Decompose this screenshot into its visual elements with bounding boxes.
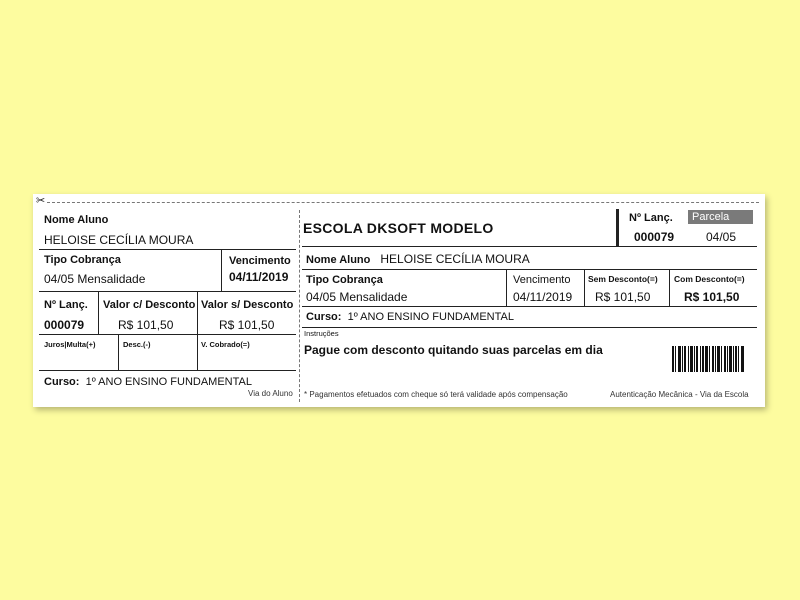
main-lanc-value: 000079 — [634, 230, 675, 244]
school-name: ESCOLA DKSOFT MODELO — [303, 220, 494, 236]
main-tipo-label: Tipo Cobrança — [306, 274, 383, 286]
stub-curso-value: 1º ANO ENSINO FUNDAMENTAL — [85, 376, 252, 388]
sem-desconto-label: Sem Desconto(=) — [588, 274, 658, 284]
stub-vcobrado-label: V. Cobrado(=) — [201, 340, 250, 349]
footer-auth: Autenticação Mecânica - Via da Escola — [610, 390, 749, 399]
main-nome-label: Nome Aluno — [306, 254, 371, 266]
com-desconto-value: R$ 101,50 — [684, 290, 740, 304]
stub-vencimento-label: Vencimento — [229, 255, 291, 267]
stub-lanc-label: Nº Lanç. — [44, 299, 88, 311]
stub-tipo-label: Tipo Cobrança — [44, 254, 121, 266]
instrucoes-text: Pague com desconto quitando suas parcelas em dia — [304, 343, 603, 357]
instrucoes-label: Instruções — [304, 329, 339, 338]
main-curso — [306, 311, 514, 323]
stub-valor-sem-value: R$ 101,50 — [219, 318, 275, 332]
footer-note: * Pagamentos efetuados com cheque só terá validade após compensação — [304, 390, 568, 399]
parcela-header — [688, 210, 753, 224]
stub-via-label: Via do Aluno — [248, 389, 293, 398]
parcela-value: 04/05 — [706, 230, 737, 244]
barcode-icon — [672, 346, 744, 372]
main-vencimento-label: Vencimento — [513, 274, 571, 286]
com-desconto-label: Com Desconto(=) — [674, 274, 745, 284]
cut-line-vertical — [299, 210, 300, 402]
stub-valor-com-value: R$ 101,50 — [118, 318, 174, 332]
stub-curso-label: Curso: — [44, 376, 80, 388]
main-tipo-value: 04/05 Mensalidade — [306, 290, 408, 304]
stub-lanc-value: 000079 — [44, 318, 85, 332]
stub-nome-value: HELOISE CECÍLIA MOURA — [44, 233, 194, 247]
stub-curso — [44, 376, 252, 388]
cut-line-horizontal — [47, 202, 759, 203]
main-vencimento-value: 04/11/2019 — [513, 290, 573, 304]
stub-valor-sem-label: Valor s/ Desconto — [201, 299, 294, 311]
stub-valor-com-label: Valor c/ Desconto — [103, 299, 196, 311]
sem-desconto-value: R$ 101,50 — [595, 290, 651, 304]
stub-tipo-value: 04/05 Mensalidade — [44, 272, 146, 286]
main-curso-label: Curso: — [306, 311, 342, 323]
main-lanc-label: Nº Lanç. — [629, 212, 673, 224]
main-curso-value: 1º ANO ENSINO FUNDAMENTAL — [347, 311, 514, 323]
stub-juros-label: Juros|Multa(+) — [44, 340, 96, 349]
scissors-icon: ✂ — [36, 195, 46, 207]
main-nome — [306, 252, 530, 266]
stub-desc-label: Desc.(-) — [123, 340, 151, 349]
stub-vencimento-value: 04/11/2019 — [229, 270, 289, 284]
parcela-label: Parcela — [692, 211, 730, 223]
payment-slip — [33, 194, 765, 407]
stub-nome-label: Nome Aluno — [44, 214, 109, 226]
main-nome-value: HELOISE CECÍLIA MOURA — [380, 252, 530, 266]
